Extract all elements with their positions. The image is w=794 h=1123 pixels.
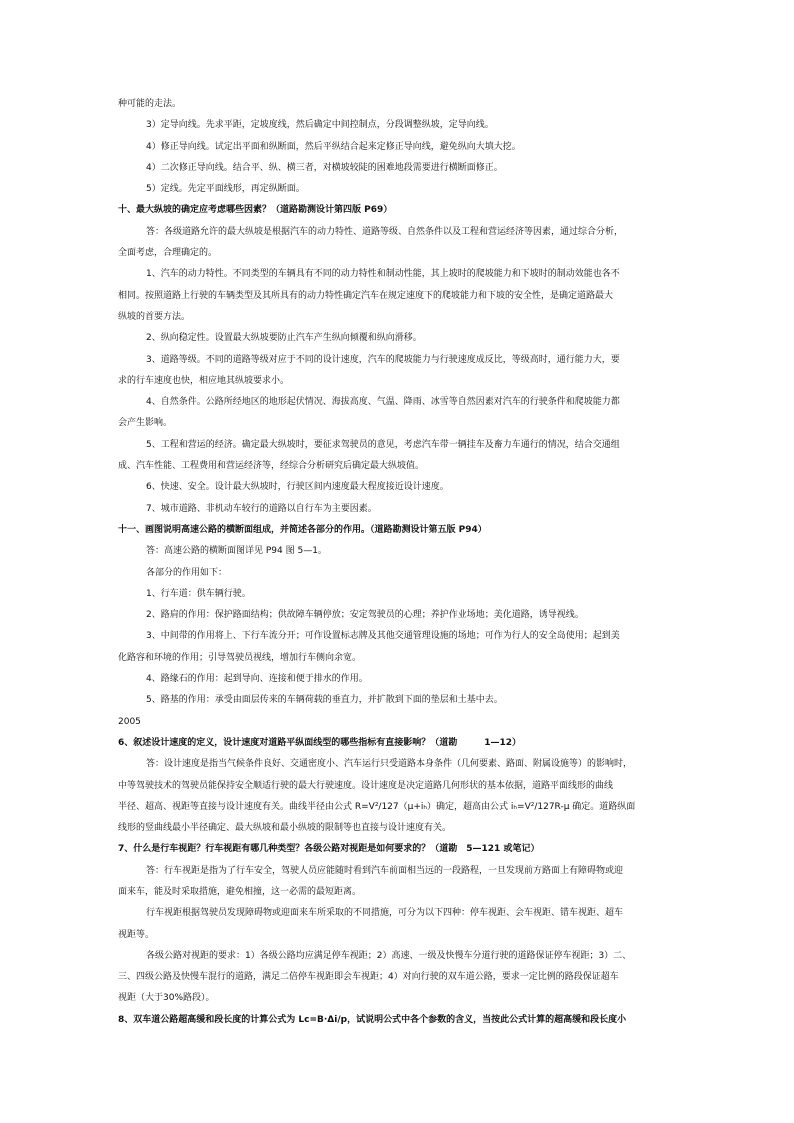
- text-line: 答：行车视距是指为了行车安全，驾驶人员应能随时看到汽车前面相当远的一段路程，一旦发现前方路面上有障碍物或迎: [146, 865, 624, 876]
- text-line: 会产生影响。: [118, 418, 173, 429]
- question-heading: 十、最大纵坡的确定应考虑哪些因素？（道路勘测设计第四版 P69）: [118, 205, 393, 216]
- text-line: 三、四级公路及快慢车混行的道路，满足二倍停车视距即会车视距；4）对向行驶的双车道公路，要求一定比例的路段保证超车: [118, 972, 619, 983]
- question-heading: 7、什么是行车视距？行车视距有哪几种类型？各级公路对视距是如何要求的？（道勘 5—121 或笔记）: [118, 844, 540, 855]
- text-line: 2、纵向稳定性。设置最大纵坡要防止汽车产生纵向倾覆和纵向滑移。: [146, 333, 422, 344]
- text-line: 2005: [118, 716, 141, 727]
- text-line: 4）二次修正导向线。结合平、纵、横三者，对横坡较陡的困难地段需要进行横断面修正。: [146, 162, 503, 173]
- text-line: 4、自然条件。公路所经地区的地形起伏情况、海拔高度、气温、降雨、冰雪等自然因素对汽车的行驶条件和爬坡能力都: [146, 397, 620, 408]
- text-line: 纵坡的首要方法。: [118, 311, 191, 322]
- text-line: 6、快速、安全。设计最大纵坡时，行驶区间内速度最大程度接近设计速度。: [146, 482, 449, 493]
- text-line: 2、路肩的作用：保护路面结构；供故障车辆停放；安定驾驶员的心理；养护作业场地；美化道路，诱导视线。: [146, 610, 584, 621]
- text-line: 7、城市道路、非机动车较行的道路以自行车为主要因素。: [146, 503, 377, 514]
- text-line: 化路容和环境的作用；引导驾驶员视线，增加行车侧向余宽。: [118, 652, 362, 663]
- text-line: 5、工程和营运的经济。确定最大纵坡时，要征求驾驶员的意见，考虑汽车带一辆挂车及畜力车通行的情况，结合交通组: [146, 439, 620, 450]
- text-line: 成、汽车性能、工程费用和营运经济等，经综合分析研究后确定最大纵坡值。: [118, 461, 425, 472]
- text-line: 中等驾驶技术的驾驶员能保持安全顺适行驶的最大行驶速度。设计速度是决定道路几何形状的基本依据，道路平面线形的曲线: [118, 780, 614, 791]
- text-line: 1、行车道：供车辆行驶。: [146, 588, 251, 599]
- text-line: 答：高速公路的横断面图详见 P94 图 5—1。: [146, 546, 327, 557]
- text-line: 5、路基的作用：承受由面层传来的车辆荷载的垂直力，并扩散到下面的垫层和土基中去。: [146, 695, 503, 706]
- text-line: 面来车，能及时采取措施，避免相撞，这一必需的最短距离。: [118, 886, 362, 897]
- text-line: 5）定线。先定平面线形，再定纵断面。: [146, 184, 305, 195]
- question-heading: 6、叙述设计速度的定义，设计速度对道路平纵面线型的哪些指标有直接影响？（道勘 1—12）: [118, 737, 522, 748]
- text-line: 求的行车速度也快，相应地其纵坡要求小。: [118, 375, 290, 386]
- text-line: 行车视距根据驾驶员发现障碍物或迎面来车所采取的不同措施，可分为以下四种：停车视距、会车视距、错车视距、超车: [146, 908, 624, 919]
- text-line: 视距（大于30%路段）。: [118, 993, 215, 1004]
- text-line: 1、汽车的动力特性。不同类型的车辆具有不同的动力特性和制动性能，其上坡时的爬坡能力和下坡时的制动效能也各不: [146, 269, 620, 280]
- text-line: 线形的竖曲线最小半径确定、最大纵坡和最小纵坡的限制等也直接与设计速度有关。: [118, 823, 452, 834]
- text-line: 半径、超高、视距等直接与设计速度有关。曲线半径由公式 R=V²/127（μ+iₕ）确定，超高由公式 iₕ=V²/127R-μ 确定。道路纵面: [118, 801, 636, 812]
- document-page: [118, 94, 678, 1031]
- text-line: 4）修正导向线。试定出平面和纵断面，然后平纵结合起来定修正导向线，避免纵向大填大挖。: [146, 141, 521, 152]
- text-line: 各部分的作用如下：: [146, 567, 228, 578]
- text-line: 3、中间带的作用将上、下行车流分开；可作设置标志牌及其他交通管理设施的场地；可作为行人的安全岛使用；起到美: [146, 631, 620, 642]
- text-line: 相同。按照道路上行驶的车辆类型及其所具有的动力特性确定汽车在规定速度下的爬坡能力和下坡的安全性，是确定道路最大: [118, 290, 614, 301]
- text-line: 视距等。: [118, 929, 155, 940]
- text-line: 答：各级道路允许的最大纵坡是根据汽车的动力特性、道路等级、自然条件以及工程和营运经济等因素，通过综合分析，: [146, 226, 624, 237]
- text-line: 4、路缘石的作用：起到导向、连接和便于排水的作用。: [146, 674, 368, 685]
- question-heading: 十一、画图说明高速公路的横断面组成，并简述各部分的作用。（道路勘测设计第五版 P94）: [118, 524, 487, 535]
- text-line: 答：设计速度是指当气候条件良好、交通密度小、汽车运行只受道路本身条件（几何要素、路面、附属设施等）的影响时，: [146, 759, 633, 770]
- text-line: 种可能的走法。: [118, 99, 182, 109]
- text-line: 各级公路对视距的要求：1）各级公路均应满足停车视距；2）高速、一级及快慢车分道行驶的道路保证停车视距；3）二、: [146, 950, 632, 961]
- text-line: 全面考虑，合理确定的。: [118, 248, 218, 259]
- question-heading: 8、双车道公路超高缓和段长度的计算公式为 Lc=B·Δi/p，试说明公式中各个参数的含义，当按此公式计算的超高缓和段长度小: [118, 1014, 627, 1025]
- text-line: 3、道路等级。不同的道路等级对应于不同的设计速度，汽车的爬坡能力与行驶速度成反比，等级高时，通行能力大，要: [146, 354, 620, 365]
- text-line: 3）定导向线。先求平距，定坡度线，然后确定中间控制点，分段调整纵坡，定导向线。: [146, 120, 494, 131]
